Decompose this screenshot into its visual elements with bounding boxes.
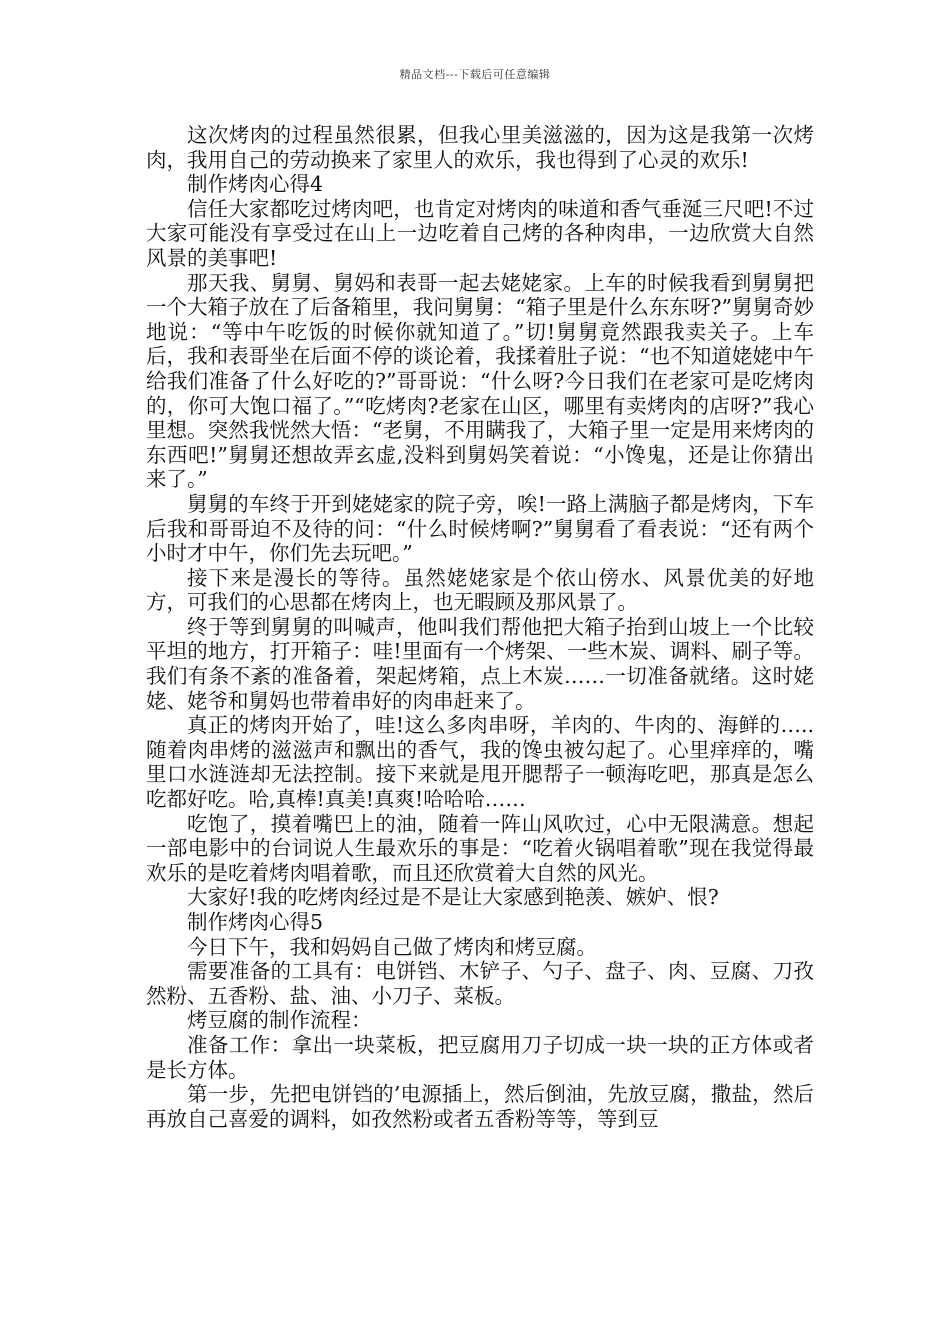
section-heading: 制作烤肉心得4 — [187, 172, 324, 197]
paragraph: 信任大家都吃过烤肉吧，也肯定对烤肉的味道和香气垂涎三尺吧!不过大家可能没有享受过在山上一边吃着自己烤的各种肉串，一边欣赏大自然风景的美事吧! — [146, 196, 814, 270]
paragraph: 需要准备的工具有：电饼铛、木铲子、勺子、盘子、肉、豆腐、刀孜然粉、五香粉、盐、油、小刀子、菜板。 — [146, 959, 814, 1008]
paragraph: 接下来是漫长的等待。虽然姥姥家是个依山傍水、风景优美的好地方，可我们的心思都在烤肉上，也无暇顾及那风景了。 — [146, 565, 814, 615]
section-heading: 制作烤肉心得5 — [187, 910, 324, 934]
paragraph: 终于等到舅舅的叫喊声，他叫我们帮他把大箱子抬到山坡上一个比较平坦的地方，打开箱子：哇!里面有一个烤架、一些木炭、调料、刷子等。我们有条不紊的准备着，架起烤箱，点上木炭……一切准备就绪。这时姥姥、姥爷和舅妈也带着串好的肉串赶来了。 — [146, 614, 814, 713]
paragraph: 准备工作：拿出一块菜板，把豆腐用刀子切成一块一块的正方体或者是长方体。 — [146, 1032, 814, 1082]
page-header: 精品文档---下载后可任意编辑 — [399, 68, 551, 81]
paragraph: 舅舅的车终于开到姥姥家的院子旁，唉!一路上满脑子都是烤肉，下车后我和哥哥迫不及待的问：“什么时候烤啊?”舅舅看了看表说：“还有两个小时才中午，你们先去玩吧。” — [146, 491, 814, 566]
document-body — [146, 123, 814, 1131]
paragraph: 烤豆腐的制作流程： — [187, 1008, 372, 1033]
paragraph: 第一步，先把电饼铛的’电源插上，然后倒油，先放豆腐，撒盐，然后再放自己喜爱的调料，如孜然粉或者五香粉等等，等到豆 — [146, 1082, 814, 1131]
paragraph: 这次烤肉的过程虽然很累，但我心里美滋滋的，因为这是我第一次烤肉，我用自己的劳动换来了家里人的欢乐，我也得到了心灵的欢乐! — [146, 123, 814, 172]
paragraph: 那天我、舅舅、舅妈和表哥一起去姥姥家。上车的时候我看到舅舅把一个大箱子放在了后备箱里，我问舅舅：“箱子里是什么东东呀?”舅舅奇妙地说：“等中午吃饭的时候你就知道了。”切!舅舅竟然跟我卖关子。上车后，我和表哥坐在后面不停的谈论着，我揉着肚子说：“也不知道姥姥中午给我们准备了什么好吃的?”哥哥说：“什么呀?今日我们在老家可是吃烤肉的，你可大饱口福了。”“吃烤肉?老家在山区，哪里有卖烤肉的店呀?”我心里想。突然我恍然大悟：“老舅，不用瞒我了，大箱子里一定是用来烤肉的东西吧!”舅舅还想故弄玄虚,没料到舅妈笑着说：“小馋鬼，还是让你猜出来了。” — [146, 270, 814, 492]
paragraph: 大家好!我的吃烤肉经过是不是让大家感到艳羡、嫉妒、恨? — [187, 885, 719, 910]
paragraph: 吃饱了，摸着嘴巴上的油，随着一阵山风吹过，心中无限满意。想起一部电影中的台词说人生最欢乐的事是：“吃着火锅唱着歌”现在我觉得最欢乐的是吃着烤肉唱着歌，而且还欣赏着大自然的风光。 — [146, 811, 814, 885]
paragraph: 今日下午，我和妈妈自己做了烤肉和烤豆腐。 — [187, 934, 597, 959]
paragraph: 真正的烤肉开始了，哇!这么多肉串呀，羊肉的、牛肉的、海鲜的…..随着肉串烤的滋滋声和飘出的香气，我的馋虫被勾起了。心里痒痒的，嘴里口水涟涟却无法控制。接下来就是甩开腮帮子一顿海吃吧，那真是怎么吃都好吃。哈,真棒!真美!真爽!哈哈哈…… — [146, 713, 814, 812]
